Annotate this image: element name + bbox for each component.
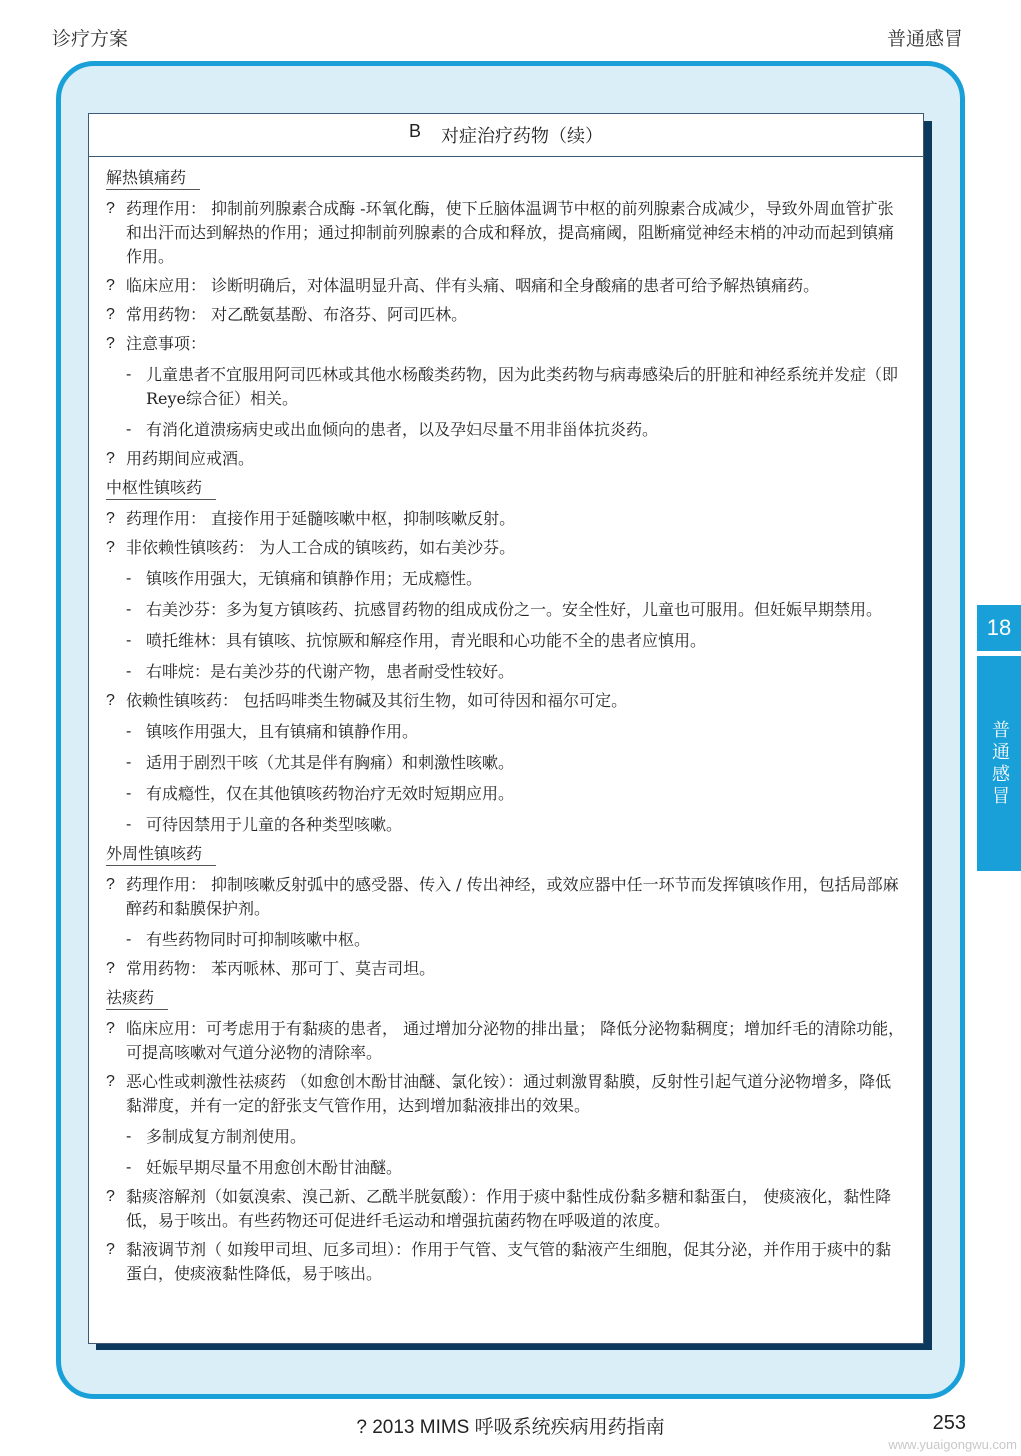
item-text: 黏液调节剂（ 如羧甲司坦、厄多司坦）：作用于气管、支气管的黏液产生细胞，促其分泌，并作用于痰中的黏蛋白，使痰液黏性降低，易于咳出。 bbox=[126, 1240, 892, 1283]
item-text: 常用药物： 对乙酰氨基酚、布洛芬、阿司匹林。 bbox=[126, 305, 468, 324]
item-text: 临床应用： 诊断明确后，对体温明显升高、伴有头痛、咽痛和全身酸痛的患者可给予解热镇痛药。 bbox=[126, 276, 820, 295]
bullet-marker: ? bbox=[106, 1073, 115, 1090]
bullet-marker: ? bbox=[106, 1020, 115, 1037]
sub-item-text: 喷托维林：具有镇咳、抗惊厥和解痉作用，青光眼和心功能不全的患者应慎用。 bbox=[146, 631, 707, 650]
list-item bbox=[106, 689, 907, 713]
sub-list-item bbox=[106, 567, 907, 591]
bullet-marker: ? bbox=[106, 539, 115, 556]
item-text: 黏痰溶解剂（如氨溴索、溴己新、乙酰半胱氨酸）：作用于痰中黏性成份黏多糖和黏蛋白， 使痰液化，黏性降低，易于咳出。有些药物还可促进纤毛运动和增强抗菌药物在呼吸道的浓度。 bbox=[126, 1187, 892, 1230]
sub-item-text: 适用于剧烈干咳（尤其是伴有胸痛）和刺激性咳嗽。 bbox=[146, 753, 515, 772]
sub-item-text: 有成瘾性，仅在其他镇咳药物治疗无效时短期应用。 bbox=[146, 784, 515, 803]
chapter-label-tab: 普通感冒 bbox=[977, 656, 1021, 871]
dash-marker: - bbox=[126, 723, 132, 740]
section-gap bbox=[106, 471, 907, 475]
sub-list-item bbox=[106, 782, 907, 806]
box-body bbox=[89, 157, 923, 1286]
list-item bbox=[106, 1185, 907, 1233]
sub-list-item bbox=[106, 363, 907, 411]
sub-item-text: 多制成复方制剂使用。 bbox=[146, 1127, 307, 1146]
watermark: www.yuaigongwu.com bbox=[888, 1437, 1017, 1452]
bullet-marker: ? bbox=[106, 510, 115, 527]
list-item bbox=[106, 332, 907, 356]
sub-item-text: 右啡烷：是右美沙芬的代谢产物，患者耐受性较好。 bbox=[146, 662, 515, 681]
footer-title: ? 2013 MIMS 呼吸系统疾病用药指南 bbox=[356, 1417, 665, 1438]
list-item bbox=[106, 447, 907, 471]
bullet-marker: ? bbox=[106, 1188, 115, 1205]
section-heading: 解热镇痛药 bbox=[106, 167, 200, 190]
bullet-marker: ? bbox=[106, 306, 115, 323]
item-text: 药理作用： 直接作用于延髓咳嗽中枢，抑制咳嗽反射。 bbox=[126, 509, 516, 528]
dash-marker: - bbox=[126, 1128, 132, 1145]
list-item bbox=[106, 303, 907, 327]
dash-marker: - bbox=[126, 785, 132, 802]
dash-marker: - bbox=[126, 754, 132, 771]
box-title-text: 对症治疗药物（续） bbox=[441, 126, 603, 147]
bullet-marker: ? bbox=[106, 1241, 115, 1258]
dash-marker: - bbox=[126, 663, 132, 680]
box-letter: B bbox=[408, 120, 421, 141]
sub-item-text: 可待因禁用于儿童的各种类型咳嗽。 bbox=[146, 815, 403, 834]
section-gap bbox=[106, 981, 907, 985]
sub-list-item bbox=[106, 629, 907, 653]
sub-list-item bbox=[106, 751, 907, 775]
bullet-marker: ? bbox=[106, 960, 115, 977]
dash-marker: - bbox=[126, 366, 132, 383]
bullet-marker: ? bbox=[106, 335, 115, 352]
sub-list-item bbox=[106, 660, 907, 684]
sub-list-item bbox=[106, 1125, 907, 1149]
item-text: 药理作用： 抑制前列腺素合成酶 -环氧化酶，使下丘脑体温调节中枢的前列腺素合成减少，导致外周血管扩张和出汗而达到解热的作用；通过抑制前列腺素的合成和释放，提高痛阈，阻断痛觉神经末梢的冲动而起到镇痛作用。 bbox=[126, 199, 895, 266]
item-text: 常用药物： 苯丙哌林、那可丁、莫吉司坦。 bbox=[126, 959, 436, 978]
list-item bbox=[106, 197, 907, 269]
section-heading: 祛痰药 bbox=[106, 987, 168, 1010]
list-item bbox=[106, 536, 907, 560]
dash-marker: - bbox=[126, 421, 132, 438]
item-text: 用药期间应戒酒。 bbox=[126, 449, 255, 468]
header-left: 诊疗方案 bbox=[52, 28, 129, 50]
sub-item-text: 右美沙芬：多为复方镇咳药、抗感冒药物的组成成份之一。安全性好，儿童也可服用。但妊娠早期禁用。 bbox=[146, 600, 883, 619]
sub-item-text: 镇咳作用强大，且有镇痛和镇静作用。 bbox=[146, 722, 419, 741]
chapter-number-tab: 18 bbox=[977, 605, 1021, 651]
sub-list-item bbox=[106, 720, 907, 744]
dash-marker: - bbox=[126, 601, 132, 618]
item-text: 注意事项： bbox=[126, 334, 207, 353]
list-item bbox=[106, 1017, 907, 1065]
item-text: 依赖性镇咳药： 包括吗啡类生物碱及其衍生物，如可待因和福尔可定。 bbox=[126, 691, 628, 710]
dash-marker: - bbox=[126, 816, 132, 833]
section-heading: 外周性镇咳药 bbox=[106, 843, 216, 866]
sub-item-text: 镇咳作用强大，无镇痛和镇静作用；无成瘾性。 bbox=[146, 569, 483, 588]
dash-marker: - bbox=[126, 931, 132, 948]
sub-item-text: 妊娠早期尽量不用愈创木酚甘油醚。 bbox=[146, 1158, 403, 1177]
item-text: 临床应用：可考虑用于有黏痰的患者， 通过增加分泌物的排出量； 降低分泌物黏稠度；增加纤毛的清除功能，可提高咳嗽对气道分泌物的清除率。 bbox=[126, 1019, 905, 1062]
bullet-marker: ? bbox=[106, 450, 115, 467]
list-item bbox=[106, 1070, 907, 1118]
list-item bbox=[106, 957, 907, 981]
list-item bbox=[106, 274, 907, 298]
sub-item-text: 有些药物同时可抑制咳嗽中枢。 bbox=[146, 930, 371, 949]
section-heading: 中枢性镇咳药 bbox=[106, 477, 216, 500]
list-item bbox=[106, 873, 907, 921]
bullet-marker: ? bbox=[106, 200, 115, 217]
header-right: 普通感冒 bbox=[886, 28, 963, 50]
list-item bbox=[106, 507, 907, 531]
sub-list-item bbox=[106, 813, 907, 837]
section-gap bbox=[106, 837, 907, 841]
dash-marker: - bbox=[126, 1159, 132, 1176]
bullet-marker: ? bbox=[106, 876, 115, 893]
item-text: 非依赖性镇咳药： 为人工合成的镇咳药，如右美沙芬。 bbox=[126, 538, 516, 557]
sub-list-item bbox=[106, 598, 907, 622]
dash-marker: - bbox=[126, 570, 132, 587]
sub-list-item bbox=[106, 1156, 907, 1180]
sub-list-item bbox=[106, 928, 907, 952]
page-number: 253 bbox=[932, 1412, 966, 1434]
sub-item-text: 儿童患者不宜服用阿司匹林或其他水杨酸类药物，因为此类药物与病毒感染后的肝脏和神经系统并发症（即 Reye综合征）相关。 bbox=[146, 365, 899, 408]
item-text: 恶心性或刺激性祛痰药 （如愈创木酚甘油醚、氯化铵）：通过刺激胃黏膜，反射性引起气道分泌物增多，降低黏滞度，并有一定的舒张支气管作用，达到增加黏液排出的效果。 bbox=[126, 1072, 892, 1115]
sub-item-text: 有消化道溃疡病史或出血倾向的患者，以及孕妇尽量不用非甾体抗炎药。 bbox=[146, 420, 659, 439]
bullet-marker: ? bbox=[106, 277, 115, 294]
item-text: 药理作用： 抑制咳嗽反射弧中的感受器、传入 / 传出神经，或效应器中任一环节而发挥镇咳作用，包括局部麻醉药和黏膜保护剂。 bbox=[126, 875, 899, 918]
box-title bbox=[89, 114, 923, 157]
bullet-marker: ? bbox=[106, 692, 115, 709]
list-item bbox=[106, 1238, 907, 1286]
content-box bbox=[88, 113, 924, 1344]
dash-marker: - bbox=[126, 632, 132, 649]
sub-list-item bbox=[106, 418, 907, 442]
